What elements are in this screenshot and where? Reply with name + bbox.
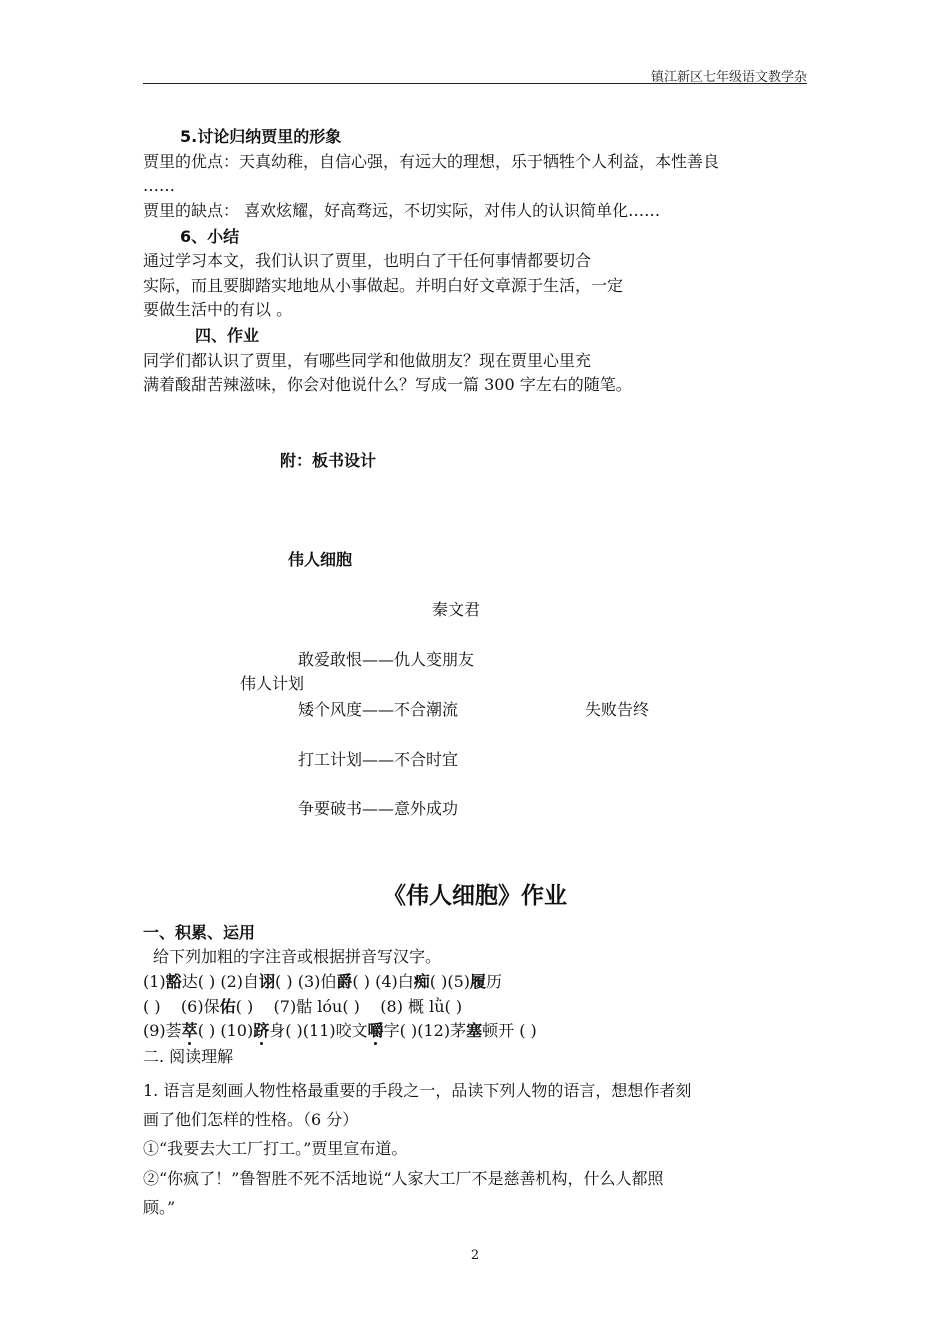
summary-line-1: 通过学习本文，我们认识了贾里，也明白了干任何事情都要切合	[143, 251, 592, 270]
summary-line-2: 实际，而且要脚踏实地地从小事做起。并明白好文章源于生活，一定	[143, 276, 624, 295]
question-1-item-1: ①“我要去大工厂打工。”贾里宣布道。	[143, 1139, 408, 1158]
homework-intro-line-2: 满着酸甜苦辣滋味，你会对他说什么？写成一篇 300 字左右的随笔。	[143, 375, 632, 394]
dotted-char: 萃	[181, 1021, 198, 1040]
question-1-item-2-line-1: ②“你疯了！”鲁智胜不死不活地说“人家大工厂不是慈善机构，什么人都照	[143, 1169, 664, 1188]
bold-char: 佑	[219, 997, 236, 1016]
bold-char: 塞	[466, 1021, 483, 1040]
board-left-label: 伟人计划	[240, 674, 305, 693]
board-title: 伟人细胞	[288, 550, 353, 569]
homework-intro-line-1: 同学们都认识了贾里，有哪些同学和他做朋友？现在贾里心里充	[143, 351, 592, 370]
question-1-line-2: 画了他们怎样的性格。（6 分）	[143, 1110, 359, 1129]
dotted-char: 跻	[253, 1021, 270, 1040]
dotted-char: 嚼	[367, 1021, 384, 1040]
summary-line-3: 要做生活中的有以 。	[143, 300, 293, 319]
section-4-title: 四、作业	[195, 326, 260, 345]
board-right-label: 失败告终	[585, 700, 650, 719]
section-6-title: 6、小结	[180, 227, 240, 246]
board-row-1: 敢爱敢恨——仇人变朋友	[298, 650, 475, 669]
disadvantages-line: 贾里的缺点： 喜欢炫耀，好高骛远，不切实际，对伟人的认识简单化……	[143, 201, 661, 220]
bold-char: 履	[470, 972, 487, 991]
board-row-4: 争要破书——意外成功	[298, 799, 459, 818]
board-row-2: 矮个风度——不合潮流	[298, 700, 459, 719]
exercise-row-1: (1)豁达( ) (2)自诩( ) (3)伯爵( ) (4)白痴( )(5)履历	[143, 972, 503, 991]
bold-char: 诩	[259, 972, 276, 991]
running-header: 镇江新区七年级语文教学杂	[650, 70, 807, 85]
board-row-3: 打工计划——不合时宜	[298, 750, 459, 769]
board-author: 秦文君	[432, 600, 481, 619]
bold-char: 豁	[165, 972, 182, 991]
page-number: 2	[470, 1248, 480, 1263]
advantages-line: 贾里的优点：天真幼稚，自信心强，有远大的理想，乐于牺牲个人利益，本性善良	[143, 152, 720, 171]
bold-char: 痴	[413, 972, 430, 991]
question-1-item-2-line-2: 顾。”	[143, 1198, 176, 1217]
board-design-label: 附：板书设计	[280, 451, 377, 470]
section-5-title: 5.讨论归纳贾里的形象	[180, 127, 342, 146]
exercise-row-2: ( ) (6)保佑( ) (7)骷 lóu( ) (8) 概 lǜ( )	[143, 997, 463, 1016]
homework-title: 《伟人细胞》作业	[383, 883, 567, 909]
header-rule	[143, 83, 807, 84]
exercise-row-3: (9)荟萃( ) (10)跻身( )(11)咬文嚼字( )(12)茅塞顿开 ( )	[143, 1021, 537, 1040]
part-1-heading: 一、积累、运用	[143, 923, 256, 942]
bold-char: 爵	[336, 972, 353, 991]
part-2-heading: 二. 阅读理解	[143, 1047, 234, 1066]
advantages-ellipsis: ……	[143, 176, 175, 195]
part-1-instruction: 给下列加粗的字注音或根据拼音写汉字。	[153, 947, 442, 966]
question-1-line-1: 1. 语言是刻画人物性格最重要的手段之一，品读下列人物的语言，想想作者刻	[143, 1081, 692, 1100]
